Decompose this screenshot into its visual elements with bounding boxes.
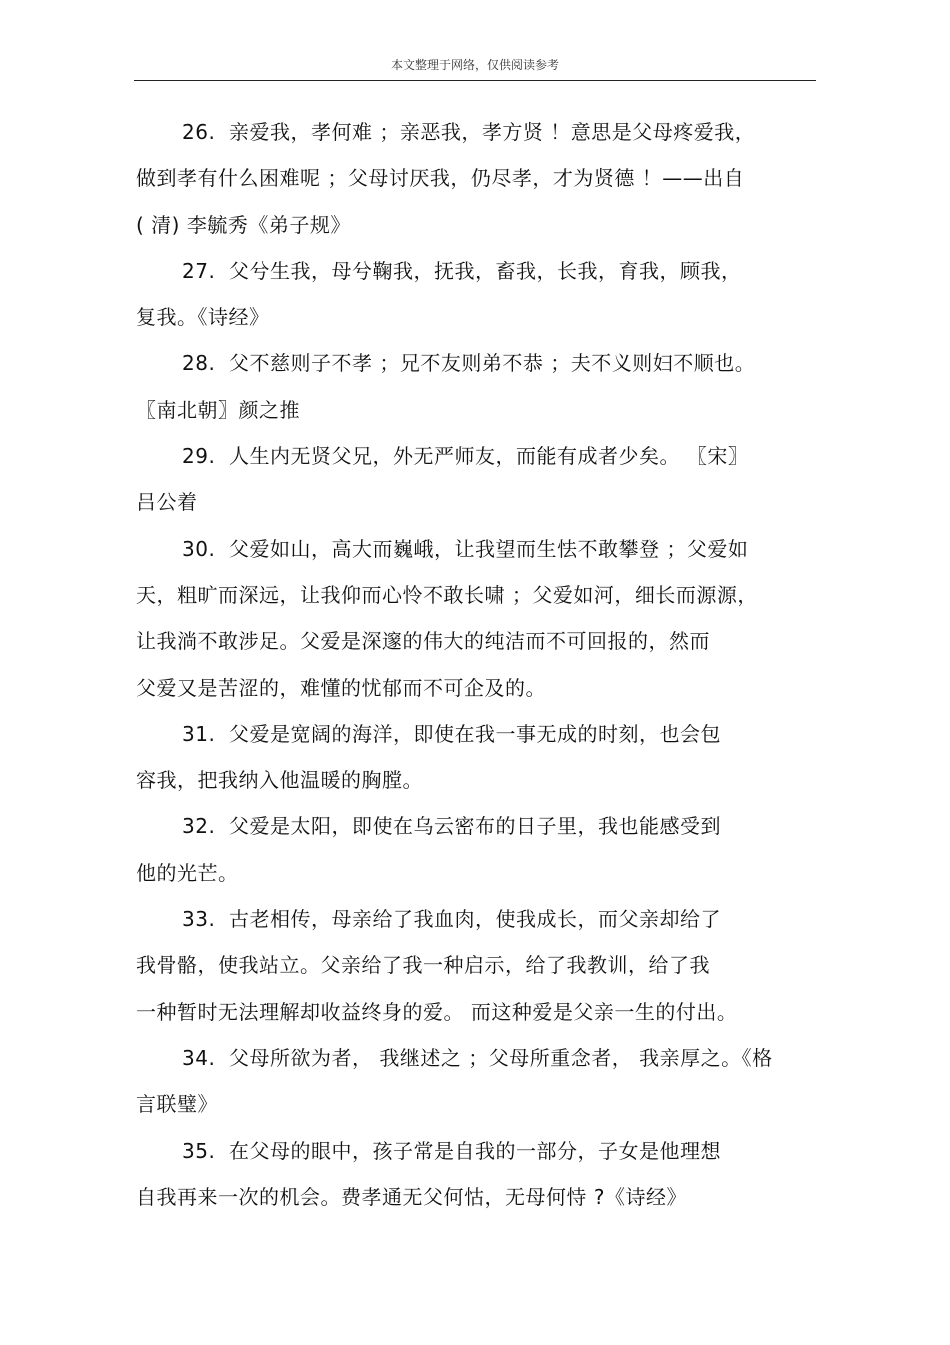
quote-line: 做到孝有什么困难呢 ；父母讨厌我，仍尽孝，才为贤德 ！——出自 [136, 166, 745, 191]
quote-line: 父爱又是苦涩的，难懂的忧郁而不可企及的。 [136, 675, 546, 700]
quote-34 [136, 1035, 826, 1128]
quote-line: 一种暂时无法理解却收益终身的爱。 而这种爱是父亲一生的付出。 [136, 999, 738, 1024]
quote-30 [136, 526, 826, 711]
quote-line: 容我，把我纳入他温暖的胸膛。 [136, 768, 423, 793]
quote-line: 复我。《诗经》 [136, 305, 270, 330]
quote-line: 34. 父母所欲为者， 我继述之 ；父母所重念者， 我亲厚之。《格 [182, 1045, 773, 1070]
quote-line: 他的光芒。 [136, 860, 239, 885]
quote-line: 自我再来一次的机会。费孝通无父何怙，无母何恃 ?《诗经》 [136, 1184, 687, 1209]
quote-32 [136, 803, 826, 896]
quote-line: 言联璧》 [136, 1092, 218, 1117]
quote-line: 30. 父爱如山，高大而巍峨，让我望而生怯不敢攀登 ；父爱如 [182, 536, 749, 561]
quote-26 [136, 109, 826, 248]
quote-27 [136, 248, 826, 341]
quote-line: ( 清) 李毓秀《弟子规》 [136, 212, 351, 237]
quote-line: 〖南北朝〗颜之推 [136, 397, 300, 422]
quote-line: 35. 在父母的眼中，孩子常是自我的一部分，子女是他理想 [182, 1138, 722, 1163]
quote-line: 33. 古老相传，母亲给了我血肉，使我成长，而父亲却给了 [182, 907, 722, 932]
quote-line: 32. 父爱是太阳，即使在乌云密布的日子里，我也能感受到 [182, 814, 722, 839]
quote-33 [136, 896, 826, 1035]
quote-line: 27. 父兮生我，母兮鞠我，抚我，畜我，长我，育我，顾我， [182, 258, 742, 283]
quote-29 [136, 433, 826, 526]
quote-line: 29. 人生内无贤父兄，外无严师友，而能有成者少矣。 〖宋〗 [182, 444, 749, 469]
page-header: 本文整理于网络，仅供阅读参考 [390, 58, 559, 72]
quote-line: 26. 亲爱我，孝何难 ；亲恶我，孝方贤 ！意思是父母疼爱我， [182, 120, 756, 144]
quote-line: 我骨骼，使我站立。父亲给了我一种启示，给了我教训，给了我 [136, 953, 710, 978]
quote-28 [136, 340, 826, 433]
quote-line: 吕公着 [136, 490, 198, 515]
quote-35 [136, 1128, 826, 1221]
quote-31 [136, 711, 826, 804]
quote-line: 让我淌不敢涉足。父爱是深邃的伟大的纯洁而不可回报的，然而 [136, 629, 710, 654]
quote-line: 天，粗旷而深远，让我仰而心怜不敢长啸 ；父爱如河，细长而源源， [136, 582, 758, 607]
document-body [136, 109, 826, 1220]
header-divider [134, 80, 816, 81]
quote-line: 28. 父不慈则子不孝 ；兄不友则弟不恭 ；夫不义则妇不顺也。 [182, 351, 756, 376]
quote-line: 31. 父爱是宽阔的海洋，即使在我一事无成的时刻，也会包 [182, 721, 722, 746]
